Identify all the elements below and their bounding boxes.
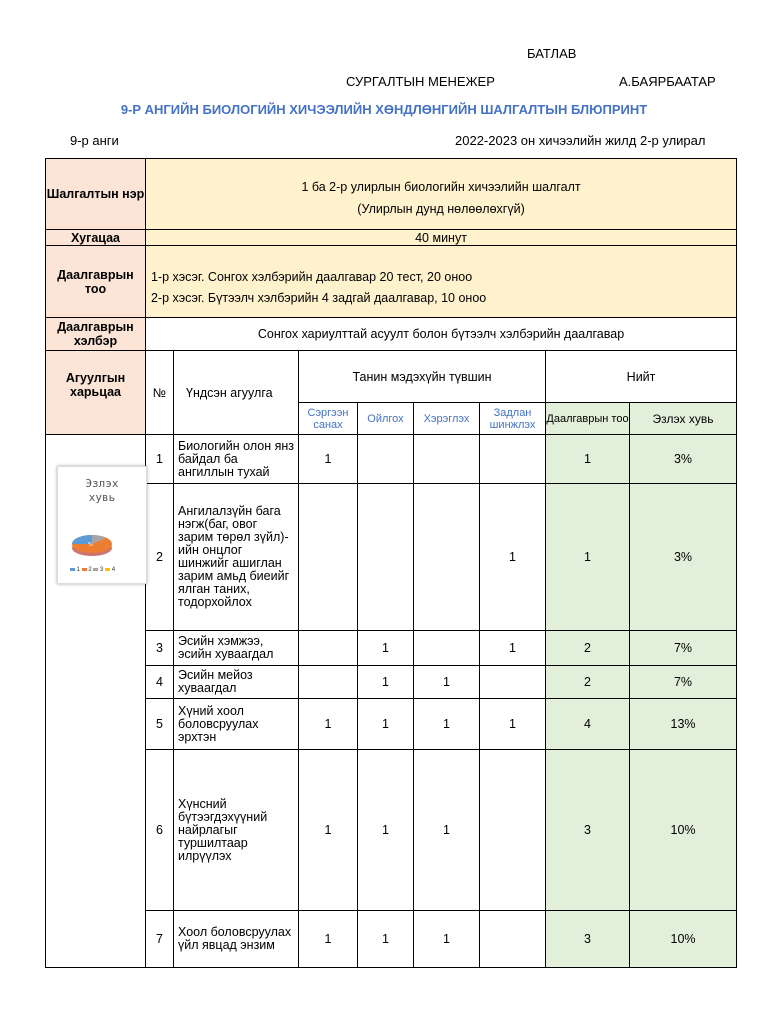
level-apply: Хэрэглэх [414, 403, 480, 435]
row-percent: 7% [630, 666, 737, 699]
task-form-value: Сонгох хариулттай асуулт болон бүтээлч хэлбэрийн даалгавар [146, 318, 737, 351]
duration-label: Хугацаа [46, 230, 146, 246]
row-count: 2 [546, 666, 630, 699]
row-recall [299, 484, 358, 631]
table-header-row-1 [46, 351, 737, 403]
level-analyze: Задлан шинжлэх [480, 403, 546, 435]
level-recall: Сэргээн санах [299, 403, 358, 435]
task-count-line2: 2-р хэсэг. Бүтээлч хэлбэрийн 4 задгай даалгавар, 10 оноо [151, 290, 487, 305]
row-percent: 3% [630, 435, 737, 484]
row-number: 2 [146, 484, 174, 631]
exam-name-label: Шалгалтын нэр [46, 159, 146, 230]
blueprint-table [45, 158, 737, 968]
row-recall [299, 631, 358, 666]
row-understand: 1 [358, 631, 414, 666]
row-recall: 1 [299, 699, 358, 750]
topic-header: Үндсэн агуулга [174, 351, 299, 435]
manager-title: СУРГАЛТЫН МЕНЕЖЕР [346, 74, 495, 89]
row-recall: 1 [299, 911, 358, 968]
task-count-label: Даалгаврын тоо [46, 246, 146, 318]
manager-name: А.БАЯРБААТАР [619, 74, 716, 89]
term-label: 2022-2023 он хичээлийн жилд 2-р улирал [455, 133, 706, 148]
task-form-row [46, 318, 737, 351]
task-count-cell [146, 246, 737, 318]
chart-thumbnail-title-line1: Эзлэх [85, 477, 119, 490]
row-topic: Хүнсний бүтээгдэхүүний найрлагыг туршилтаар илрүүлэх [174, 750, 299, 911]
row-percent: 7% [630, 631, 737, 666]
exam-name-row [46, 159, 737, 230]
level-understand: Ойлгох [358, 403, 414, 435]
chart-thumbnail[interactable] [57, 466, 147, 584]
row-number: 3 [146, 631, 174, 666]
row-topic: Ангилалзүйн бага нэгж(баг, овог зарим төрөл зүйл)-ийн онцлог шинжийг ашиглан зарим амьд биеийг ялган таних, тодорхойлох [174, 484, 299, 631]
exam-name-cell [146, 159, 737, 230]
table-row [46, 911, 737, 968]
row-apply: 1 [414, 666, 480, 699]
exam-name-line2: (Улирлын дунд нөлөөлөхгүй) [357, 202, 525, 216]
row-apply: 1 [414, 699, 480, 750]
row-understand [358, 484, 414, 631]
row-analyze: 1 [480, 699, 546, 750]
row-topic: Хүний хоол боловсруулах эрхтэн [174, 699, 299, 750]
row-number: 1 [146, 435, 174, 484]
approved-label: БАТЛАВ [527, 46, 577, 61]
row-analyze [480, 435, 546, 484]
table-row [46, 666, 737, 699]
row-recall: 1 [299, 435, 358, 484]
no-header: № [146, 351, 174, 435]
row-topic: Биологийн олон янз байдал ба ангиллын тухай [174, 435, 299, 484]
page-title: 9-Р АНГИЙН БИОЛОГИЙН ХИЧЭЭЛИЙН ХӨНДЛӨНГИЙН ШАЛГАЛТЫН БЛЮПРИНТ [120, 102, 648, 117]
row-analyze: 1 [480, 484, 546, 631]
row-analyze [480, 666, 546, 699]
row-number: 7 [146, 911, 174, 968]
row-understand [358, 435, 414, 484]
row-percent: 13% [630, 699, 737, 750]
grade-label: 9-р анги [70, 133, 119, 148]
exam-name-line1: 1 ба 2-р улирлын биологийн хичээлийн шалгалт [301, 180, 581, 194]
row-number: 5 [146, 699, 174, 750]
task-form-label: Даалгаврын хэлбэр [46, 318, 146, 351]
row-understand: 1 [358, 666, 414, 699]
chart-thumbnail-legend [70, 567, 115, 573]
scope-label: Агуулгын харьцаа [46, 351, 146, 435]
level-header: Танин мэдэхүйн түвшин [299, 351, 546, 403]
row-percent: 10% [630, 911, 737, 968]
row-apply: 1 [414, 750, 480, 911]
row-topic: Эсийн хэмжээ, эсийн хуваагдал [174, 631, 299, 666]
chart-thumbnail-title-line2: хувь [88, 491, 116, 504]
total-header: Нийт [546, 351, 737, 403]
table-row [46, 484, 737, 631]
row-percent: 3% [630, 484, 737, 631]
table-row [46, 699, 737, 750]
legend-3: 3 [100, 567, 104, 573]
table-row [46, 750, 737, 911]
row-count: 1 [546, 484, 630, 631]
pie-chart-icon [58, 467, 146, 583]
row-number: 4 [146, 666, 174, 699]
row-recall: 1 [299, 750, 358, 911]
svg-text:%: % [88, 542, 93, 548]
row-apply [414, 484, 480, 631]
row-count: 3 [546, 911, 630, 968]
duration-row [46, 230, 737, 246]
row-count: 3 [546, 750, 630, 911]
duration-value: 40 минут [146, 230, 737, 246]
row-percent: 10% [630, 750, 737, 911]
row-apply [414, 631, 480, 666]
total-count-header: Даалгаврын тоо [546, 403, 630, 435]
row-understand: 1 [358, 911, 414, 968]
task-count-row [46, 246, 737, 318]
row-apply: 1 [414, 911, 480, 968]
row-count: 1 [546, 435, 630, 484]
row-topic: Хоол боловсруулах үйл явцад энзим [174, 911, 299, 968]
row-understand: 1 [358, 750, 414, 911]
legend-1: 1 [76, 567, 81, 573]
legend-2: 2 [88, 567, 92, 573]
row-analyze: 1 [480, 631, 546, 666]
row-analyze [480, 750, 546, 911]
row-analyze [480, 911, 546, 968]
row-number: 6 [146, 750, 174, 911]
row-topic: Эсийн мейоз хуваагдал [174, 666, 299, 699]
table-row [46, 435, 737, 484]
row-understand: 1 [358, 699, 414, 750]
row-apply [414, 435, 480, 484]
total-percent-header: Эзлэх хувь [630, 403, 737, 435]
row-recall [299, 666, 358, 699]
legend-4: 4 [111, 567, 116, 573]
row-count: 2 [546, 631, 630, 666]
table-row [46, 631, 737, 666]
task-count-line1: 1-р хэсэг. Сонгох хэлбэрийн даалгавар 20 тест, 20 оноо [151, 269, 473, 284]
row-count: 4 [546, 699, 630, 750]
